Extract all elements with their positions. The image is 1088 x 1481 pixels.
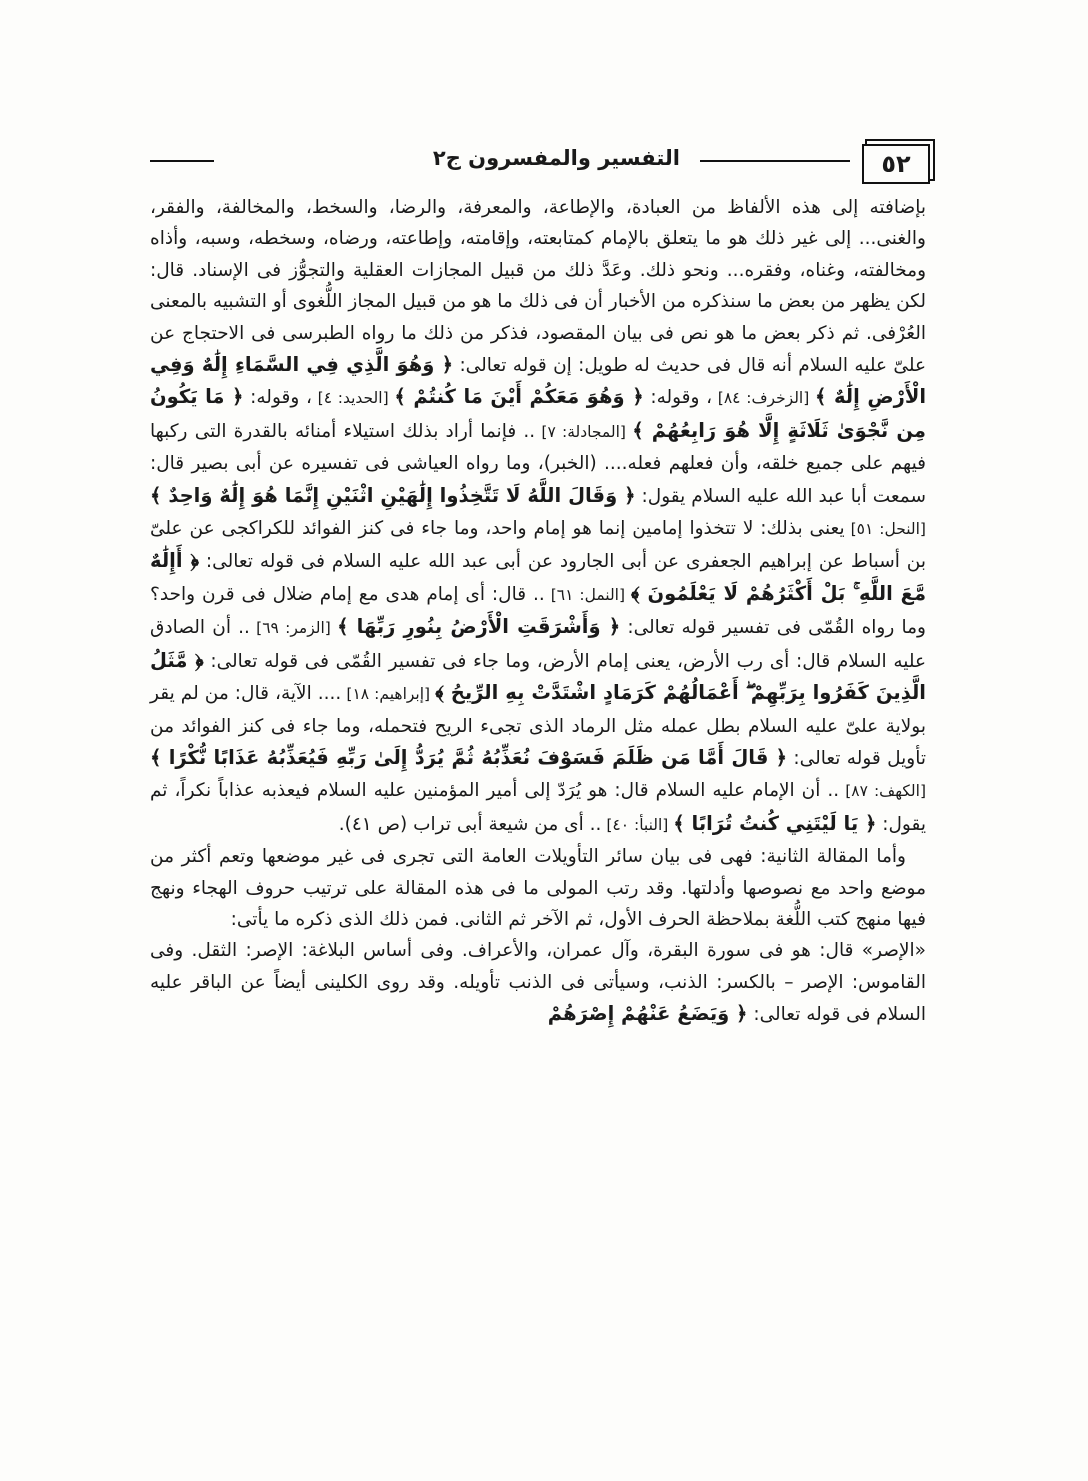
quran-verse: ﴿ يَا لَيْتَنِي كُنتُ تُرَابًا ﴾ — [673, 811, 877, 835]
page-number: ٥٢ — [862, 144, 930, 184]
page-header — [150, 140, 930, 190]
verse-reference: [إبراهيم: ١٨] — [341, 685, 436, 704]
verse-reference: [الكهف: ٨٧] — [839, 782, 926, 801]
verse-reference: [الزمر: ٦٩] — [249, 619, 338, 638]
text-run: .... الآية، قال: من لم يقر بولاية علىّ عليه السلام بطل عمله مثل الرماد الذى تجىء الريح فتحمله، وما جاء فى كنز الفوائد من تأويل قوله تعالى: — [150, 683, 926, 769]
paragraph-p1 — [150, 192, 926, 841]
verse-reference: [النحل: ٥١] — [844, 520, 926, 539]
quran-verse: ﴿ وَيَضَعُ عَنْهُمْ إِصْرَهُمْ — [547, 1002, 748, 1026]
verse-reference: [الزخرف: ٨٤] — [712, 389, 815, 408]
quran-verse: ﴿ قَالَ أَمَّا مَن ظَلَمَ فَسَوْفَ نُعَذِّبُهُ ثُمَّ يُرَدُّ إِلَىٰ رَبِّهِ فَيُعَذِّبُهُ عَذَابًا نُّكْرًا ﴾ — [150, 745, 788, 769]
paragraph-p2 — [150, 841, 926, 935]
text-run: وأما المقالة الثانية: فهى فى بيان سائر التأويلات العامة التى تجرى فى غير موضعها وتعم أكثر من موضع واحد مع نصوصها وأدلتها. وقد رتب المولى ما فى هذه المقالة على ترتيب حروف الهجاء ونهج فيها منهج كتب اللُّغة بملاحظة الحرف الأول، ثم الآخر ثم الثانى. فمن ذلك الذى ذكره ما يأتى: — [150, 846, 926, 930]
text-run: .. أى من شيعة أبى تراب (ص ٤١). — [338, 813, 602, 835]
text-run: يعنى بذلك: لا تتخذوا إمامين إنما هو إمام واحد، وما جاء فى كنز الفوائد للكراكجى عن علىّ بن أسباط عن إبراهيم الجعفرى عن أبى الجارود عن أبى عبد الله عليه السلام فى قوله تعالى: — [150, 518, 926, 573]
text-run: «الإصر» قال: هو فى سورة البقرة، وآل عمران، والأعراف. وفى أساس البلاغة: الإصر: الثقل. وفى القاموس: الإصر – بالكسر: الذنب، وسيأتى فى الذنب تأويله. وقد روى الكلينى أيضاً عن الباقر عليه السلام فى قوله تعالى: — [150, 940, 926, 1026]
quran-verse: ﴿ وَقَالَ اللَّهُ لَا تَتَّخِذُوا إِلَٰهَيْنِ اثْنَيْنِ إِنَّمَا هُوَ إِلَٰهٌ وَاحِدٌ ﴾ — [150, 483, 636, 507]
header-rule-right — [700, 160, 850, 162]
main-text — [150, 192, 926, 1031]
verse-reference: [المجادلة: ٧] — [535, 422, 633, 441]
text-run: .. فإنما أراد بذلك استيلاء أمنائه بالقدرة التى ركبها فيهم على جميع خلقه، وأن فعلهم فعله.... (الخبر)، وما رواه العياشى فى تفسيره عن أبى بصير قال: سمعت أبا عبد الله عليه السلام يقول: — [150, 420, 926, 507]
text-run: ، وقوله: — [243, 387, 312, 409]
quran-verse: ﴿ وَهُوَ مَعَكُمْ أَيْنَ مَا كُنتُمْ ﴾ — [394, 385, 644, 409]
quran-verse: ﴿ أَإِلَٰهٌ مَّعَ اللَّهِ ۚ بَلْ أَكْثَرُهُمْ لَا يَعْلَمُونَ ﴾ — [150, 549, 927, 605]
verse-reference: [الحديد: ٤] — [311, 389, 395, 408]
quran-verse: ﴿ مَا يَكُونُ مِن نَّجْوَىٰ ثَلَاثَةٍ إِلَّا هُوَ رَابِعُهُمْ ﴾ — [150, 385, 926, 442]
text-run: .. قال: أى إمام هدى مع إمام ضلال فى قرن واحد؟ وما رواه القُمّى فى تفسير قوله تعالى: — [150, 583, 926, 639]
text-run: بإضافته إلى هذه الألفاظ من العبادة، والإطاعة، والمعرفة، والرضا، والسخط، والمخالفة، والفقر، والغنى... إلى غير ذلك هو ما يتعلق بالإمام كمتابعته، وإقامته، وإطاعته، ورضاه، وسخطه، وسبه، وأذاه ومخالفته، وغناه، وفقره... ونحو ذلك. وعَدَّ ذلك من قبيل المجازات العقلية والتجوُّز فى الإسناد. قال: لكن يظهر من بعض ما سنذكره من الأخبار أن فى ذلك ما هو من قبيل المجاز اللُّغوى أو التشبيه بالمعنى العُرْفى. ثم ذكر بعض ما هو نص فى بيان المقصود، فذكر من ذلك ما رواه الطبرسى فى الاحتجاج عن علىّ عليه السلام أنه قال فى حديث له طويل: إن قوله تعالى: — [149, 197, 927, 377]
quran-verse: ﴿ مَّثَلُ الَّذِينَ كَفَرُوا بِرَبِّهِمْ ۖ أَعْمَالُهُمْ كَرَمَادٍ اشْتَدَّتْ بِهِ الرِّيحُ ﴾ — [150, 648, 926, 705]
verse-reference: [النمل: ٦١] — [544, 585, 631, 604]
quran-verse: ﴿ وَهُوَ الَّذِي فِي السَّمَاءِ إِلَٰهٌ وَفِي الْأَرْضِ إِلَٰهٌ ﴾ — [150, 353, 927, 409]
verse-reference: [النبأ: ٤٠] — [601, 815, 674, 834]
paragraph-p3 — [150, 935, 926, 1030]
header-rule-left — [150, 160, 214, 162]
text-run: .. أن الإمام عليه السلام قال: هو يُرَدّ إلى أمير المؤمنين عليه السلام فيعذبه عذاباً نكراً، ثم يقول: — [150, 780, 926, 835]
quran-verse: ﴿ وَأَشْرَقَتِ الْأَرْضُ بِنُورِ رَبِّهَا ﴾ — [337, 615, 621, 639]
running-title: التفسير والمفسرون ج٢ — [432, 146, 680, 170]
text-run: ، وقوله: — [643, 387, 713, 409]
text-run: .. أن الصادق عليه السلام قال: أى رب الأرض، يعنى إمام الأرض، وما جاء فى تفسير القُمّى فى قوله تعالى: — [150, 617, 926, 672]
